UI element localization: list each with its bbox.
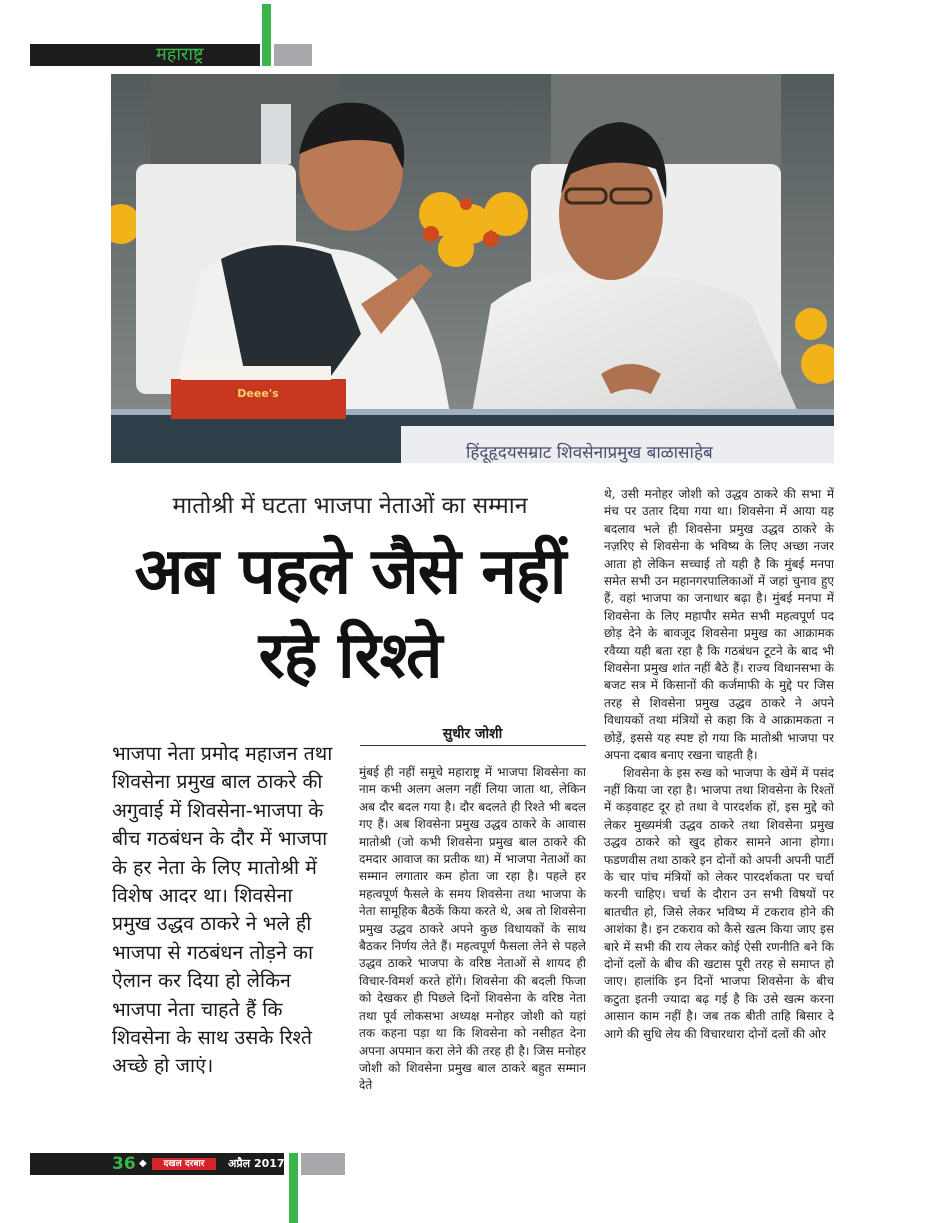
article-paragraph: शिवसेना के इस रुख को भाजपा के खेमें में पसंद नहीं किया जा रहा है। भाजपा तथा शिवसेना के रिश्तों में कड़वाहट दूर हो तथा वे पारदर्शक हों, इस मुद्दे को लेकर मुख्यमंत्री उद्धव ठाकरे तथा शिवसेना प्रमुख उद्धव ठाकरे को खुद होकर सामने आना होगा। फडणवीस तथा ठाकरे इन दोनों को अपनी अपनी पार्टी के चार पांच मंत्रियों को लेकर पारदर्शकता पर चर्चा करनी चाहिए। चर्चा के दौरान उन सभी विषयों पर बातचीत हो, जिसे लेकर भविष्य में टकराव होने की आशंका है। इन टकराव को कैसे खत्म किया जाए इस बारे में सभी की राय लेकर कोई ऐसी रणनीति बने कि दोनों दलों के बीच की खटास पूरी तरह से समाप्त हो जाए। हालांकि इन दिनों भाजपा शिवसेना के बीच कटुता इतनी ज्यादा बढ़ गई है कि उसे खत्म करना आसान काम नहीं है। जब तक बीती ताहि बिसार दे आगे की सुधि लेय की विचारधारा दोनों दलों की ओर xyxy=(604,765,834,1041)
footer-accent-stripe xyxy=(289,1153,298,1223)
header-gray-block xyxy=(274,44,312,66)
header-accent-stripe xyxy=(262,4,271,66)
footer-separator-icon: ◆ xyxy=(139,1158,147,1169)
photo-banner-text: हिंदूहृदयसम्राट शिवसेनाप्रमुख बाळासाहेब xyxy=(466,443,713,463)
footer-gray-block xyxy=(301,1153,345,1175)
issue-date: अप्रैल 2017 xyxy=(228,1157,285,1170)
byline-rule xyxy=(360,745,586,746)
headline-line-2: रहे रिश्ते xyxy=(258,619,442,693)
kicker: मातोश्री में घटता भाजपा नेताओं का सम्मान xyxy=(172,493,528,519)
article-paragraph: थे, उसी मनोहर जोशी को उद्धव ठाकरे की सभा में मंच पर उतार दिया गया था। शिवसेना में आया यह बदलाव भले ही शिवसेना प्रमुख उद्धव ठाकरे के नज़रिए से शिवसेना के भविष्य के लिए अच्छा नजर आता हो लेकिन सच्चाई तो यही है कि मुंबई मनपा समेत सभी उन महानगरपालिकाओं में जहां चुनाव हुए हैं, वहां भाजपा का जनाधार बढ़ा है। मुंबई मनपा में शिवसेना के लिए महापौर समेत सभी महत्वपूर्ण पद छोड़ देने के बावजूद शिवसेना प्रमुख का आक्रामक रवैय्या यही बता रहा है कि गठबंधन टूटने के बाद भी शिवसेना प्रमुख शांत नहीं बैठे हैं। राज्य विधानसभा के बजट सत्र में किसानों की कर्जमाफी के मुद्दे पर जिस तरह से शिवसेना प्रमुख उद्धव ठाकरे ने अपने विधायकों तथा मंत्रियों से कहा कि वे आक्रामकता न छोड़ें, इससे यह स्पष्ट हो गया कि मातोश्री भाजपा पर अपना दबाव बनाए रखना चाहती है। xyxy=(604,487,834,763)
lead-photo xyxy=(111,74,834,463)
headline-line-1: अब पहले जैसे नहीं xyxy=(134,535,566,609)
tissue-brand: Deee's xyxy=(237,387,279,400)
magazine-logo: दखल दरबार xyxy=(152,1158,216,1170)
headline xyxy=(100,530,600,698)
byline: सुधीर जोशी xyxy=(442,726,503,742)
pull-quote: भाजपा नेता प्रमोद महाजन तथा शिवसेना प्रमुख बाल ठाकरे की अगुवाई में शिवसेना-भाजपा के बीच गठबंधन के दौर में भाजपा के हर नेता के लिए मातोश्री में विशेष आदर था। शिवसेना प्रमुख उद्धव ठाकरे ने भले ही भाजपा से गठबंधन तोड़ने का ऐलान कर दिया हो लेकिन भाजपा नेता चाहते हैं कि शिवसेना के साथ उसके रिश्ते अच्छे हो जाएं। xyxy=(112,742,333,1078)
section-label: महाराष्ट्र xyxy=(156,44,204,65)
section-header-bar xyxy=(30,44,260,66)
article-column-2 xyxy=(604,486,834,1136)
article-column-1: मुंबई ही नहीं समूचे महाराष्ट्र में भाजपा शिवसेना का नाम कभी अलग अलग नहीं लिया जाता था, लेकिन अब दौर बदल गया है। दौर बदलते ही रिश्ते भी बदल गए हैं। अब शिवसेना प्रमुख उद्धव ठाकरे के आवास मातोश्री (जो कभी शिवसेना प्रमुख बाल ठाकरे की दमदार आवाज का प्रतीक था) में भाजपा नेताओं का सम्मान लगातार कम होता जा रहा है। पहले हर महत्वपूर्ण फैसले के समय शिवसेना तथा भाजपा के नेता सामूहिक बैठकें किया करते थे, अब तो शिवसेना प्रमुख उद्धव ठाकरे अपने कुछ विधायकों के साथ बैठकर निर्णय लेते हैं। महत्वपूर्ण फैसला लेने से पहले उद्धव ठाकरे भाजपा के वरिष्ठ नेताओं से शायद ही विचार-विमर्श करते होंगे। शिवसेना की बदली फिजा को देखकर ही पिछले दिनों शिवसेना के वरिष्ठ नेता तथा पूर्व लोकसभा अध्यक्ष मनोहर जोशी को यहां तक कहना पड़ा था कि शिवसेना को नसीहत देना अपना अपमान करा लेने की तरह ही है। जिस मनोहर जोशी को शिवसेना प्रमुख बाल ठाकरे बहुत सम्मान देते xyxy=(359,765,586,1093)
page-number: 36 xyxy=(112,1154,136,1174)
